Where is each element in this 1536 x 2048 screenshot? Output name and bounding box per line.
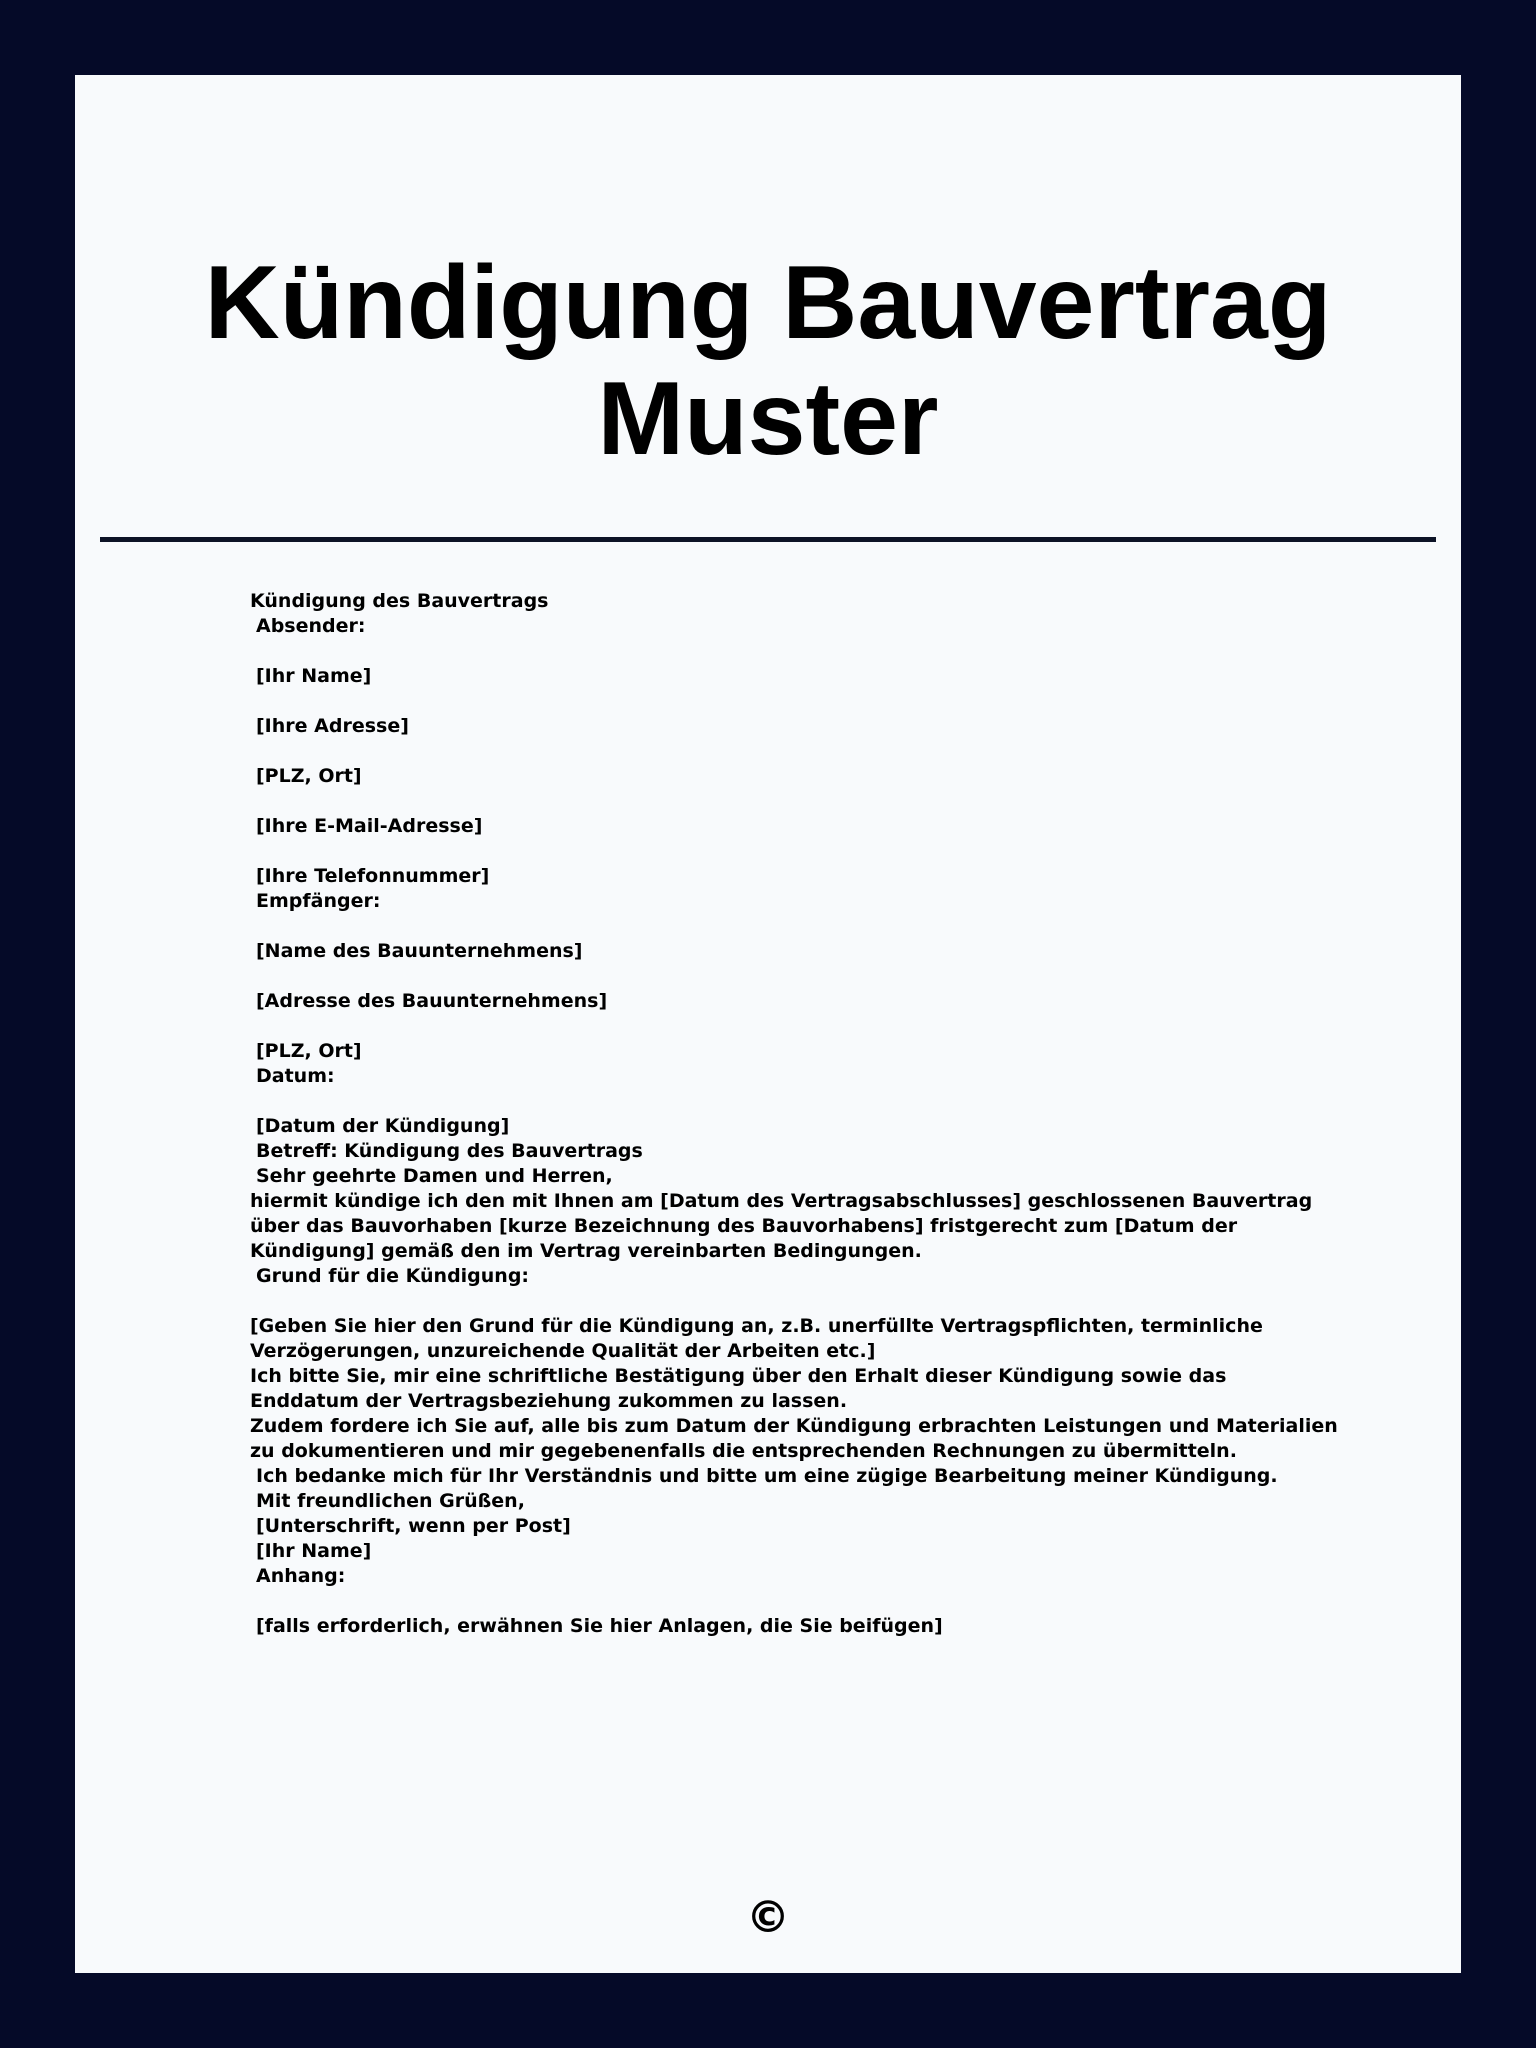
date-value: [Datum der Kündigung] bbox=[256, 1115, 510, 1137]
letter-heading: Kündigung des Bauvertrags bbox=[250, 590, 549, 612]
attachment-text: [falls erforderlich, erwähnen Sie hier Anlagen, die Sie beifügen] bbox=[256, 1615, 943, 1637]
title-line-2: Muster bbox=[597, 361, 939, 477]
sender-phone: [Ihre Telefonnummer] bbox=[256, 865, 490, 887]
salutation: Sehr geehrte Damen und Herren, bbox=[256, 1165, 613, 1187]
signer-name: [Ihr Name] bbox=[256, 1540, 372, 1562]
closing-line: Mit freundlichen Grüßen, bbox=[256, 1490, 525, 1512]
document-page bbox=[75, 75, 1461, 1973]
reason-text: [Geben Sie hier den Grund für die Kündigung an, z.B. unerfüllte Vertragspflichten, terminliche Verzögerungen, unzureichende Qualität der Arbeiten etc.] bbox=[250, 1315, 1263, 1362]
blank-line bbox=[250, 964, 1340, 989]
blank-line bbox=[250, 639, 1340, 664]
page-title bbox=[75, 245, 1461, 477]
paragraph-confirmation: Ich bitte Sie, mir eine schriftliche Bestätigung über den Erhalt dieser Kündigung sowie das Enddatum der Vertragsbeziehung zukommen zu lassen. bbox=[250, 1365, 1227, 1412]
recipient-address: [Adresse des Bauunternehmens] bbox=[256, 990, 608, 1012]
copyright-icon: © bbox=[746, 1892, 790, 1943]
blank-line bbox=[250, 839, 1340, 864]
blank-line bbox=[250, 1014, 1340, 1039]
blank-line bbox=[250, 739, 1340, 764]
sender-label: Absender: bbox=[256, 615, 366, 637]
blank-line bbox=[250, 1289, 1340, 1314]
paragraph-termination: hiermit kündige ich den mit Ihnen am [Datum des Vertragsabschlusses] geschlossenen Bauvertrag über das Bauvorhaben [kurze Bezeichnung des Bauvorhabens] fristgerecht zum [Datum der Kündigung] gemäß den im Vertrag vereinbarten Bedingungen. bbox=[250, 1190, 1313, 1262]
sender-city: [PLZ, Ort] bbox=[256, 765, 362, 787]
sender-address: [Ihre Adresse] bbox=[256, 715, 409, 737]
blank-line bbox=[250, 1089, 1340, 1114]
blank-line bbox=[250, 1589, 1340, 1614]
date-label: Datum: bbox=[256, 1065, 335, 1087]
paragraph-documentation: Zudem fordere ich Sie auf, alle bis zum Datum der Kündigung erbrachten Leistungen und Materialien zu dokumentieren und mir gegebenenfalls die entsprechenden Rechnungen zu übermitteln. bbox=[250, 1415, 1338, 1462]
recipient-name: [Name des Bauunternehmens] bbox=[256, 940, 583, 962]
reason-label: Grund für die Kündigung: bbox=[256, 1265, 530, 1287]
title-line-1: Kündigung Bauvertrag bbox=[204, 245, 1332, 361]
blank-line bbox=[250, 914, 1340, 939]
blank-line bbox=[250, 689, 1340, 714]
signature-line: [Unterschrift, wenn per Post] bbox=[256, 1515, 571, 1537]
recipient-city: [PLZ, Ort] bbox=[256, 1040, 362, 1062]
recipient-label: Empfänger: bbox=[256, 890, 381, 912]
letter-body bbox=[250, 589, 1340, 1639]
sender-email: [Ihre E-Mail-Adresse] bbox=[256, 815, 483, 837]
subject-line: Betreff: Kündigung des Bauvertrags bbox=[256, 1140, 643, 1162]
title-divider bbox=[100, 537, 1436, 542]
attachment-label: Anhang: bbox=[256, 1565, 346, 1587]
sender-name: [Ihr Name] bbox=[256, 665, 372, 687]
thanks-line: Ich bedanke mich für Ihr Verständnis und bitte um eine zügige Bearbeitung meiner Kündigung. bbox=[256, 1465, 1278, 1487]
blank-line bbox=[250, 789, 1340, 814]
